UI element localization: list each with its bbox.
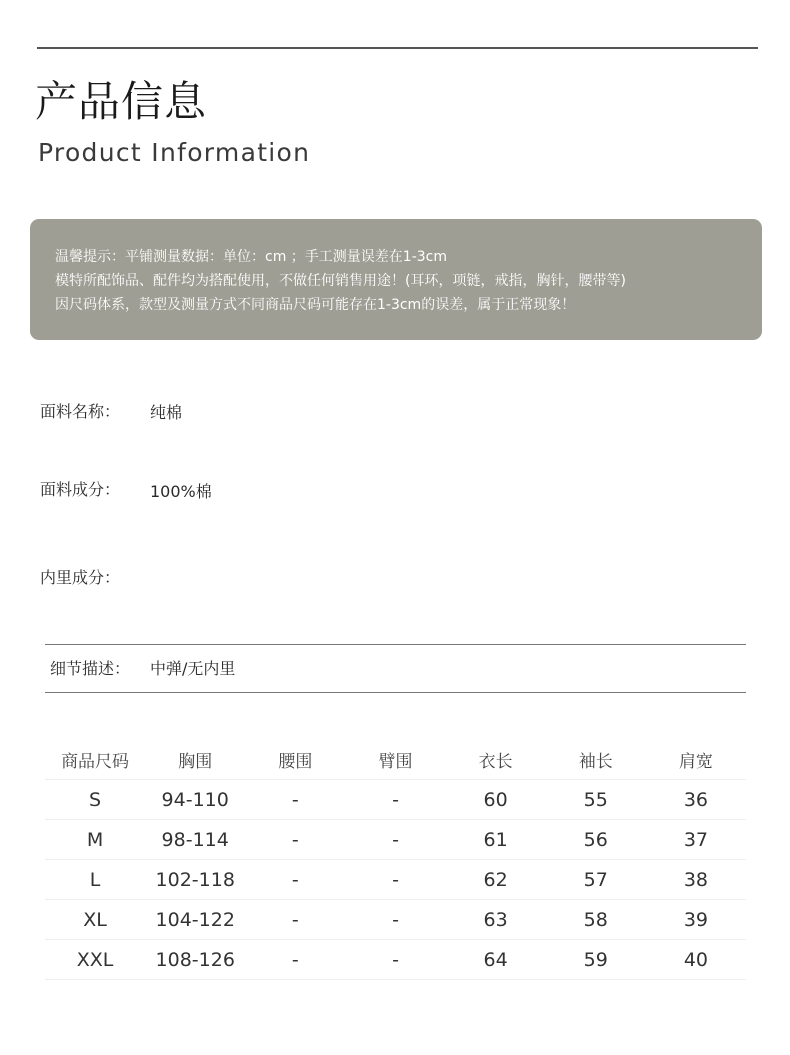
cell-sleeve: 58	[546, 900, 646, 940]
cell-size: XL	[45, 900, 145, 940]
cell-size: XXL	[45, 940, 145, 980]
cell-length: 61	[446, 820, 546, 860]
cell-arm: -	[345, 940, 445, 980]
detail-value: 中弹/无内里	[150, 659, 236, 678]
detail-top-divider	[45, 644, 746, 645]
cell-arm: -	[345, 820, 445, 860]
notice-line-3: 因尺码体系，款型及测量方式不同商品尺码可能存在1-3cm的误差，属于正常现象！	[55, 297, 576, 313]
cell-sleeve: 56	[546, 820, 646, 860]
header-length: 衣长	[446, 739, 546, 780]
table-row	[45, 940, 746, 980]
cell-chest: 94-110	[145, 780, 245, 820]
cell-sleeve: 59	[546, 940, 646, 980]
header-shoulder: 肩宽	[646, 739, 746, 780]
header-waist: 腰围	[245, 739, 345, 780]
cell-chest: 104-122	[145, 900, 245, 940]
fabric-composition-label: 面料成分：	[40, 480, 121, 499]
table-row	[45, 860, 746, 900]
notice-line-2: 模特所配饰品、配件均为搭配使用，不做任何销售用途！(耳环，项链，戒指，胸针，腰带等)	[55, 273, 626, 289]
table-row	[45, 820, 746, 860]
cell-arm: -	[345, 860, 445, 900]
cell-chest: 108-126	[145, 940, 245, 980]
page-title: 产品信息	[35, 77, 208, 126]
fabric-composition-value: 100%棉	[150, 482, 212, 501]
cell-shoulder: 38	[646, 860, 746, 900]
cell-length: 60	[446, 780, 546, 820]
cell-length: 64	[446, 940, 546, 980]
detail-bottom-divider	[45, 692, 746, 693]
cell-chest: 98-114	[145, 820, 245, 860]
table-row	[45, 900, 746, 940]
cell-waist: -	[245, 900, 345, 940]
top-divider	[37, 47, 758, 49]
cell-size: L	[45, 860, 145, 900]
cell-arm: -	[345, 900, 445, 940]
cell-shoulder: 40	[646, 940, 746, 980]
cell-sleeve: 57	[546, 860, 646, 900]
cell-waist: -	[245, 940, 345, 980]
header-arm: 臂围	[345, 739, 445, 780]
cell-arm: -	[345, 780, 445, 820]
header-sleeve: 袖长	[546, 739, 646, 780]
cell-length: 63	[446, 900, 546, 940]
notice-line-1: 温馨提示：平铺测量数据：单位：cm ；手工测量误差在1-3cm	[55, 249, 447, 265]
cell-shoulder: 36	[646, 780, 746, 820]
cell-waist: -	[245, 780, 345, 820]
detail-label: 细节描述：	[50, 659, 131, 678]
size-table	[45, 739, 746, 980]
fabric-name-label: 面料名称：	[40, 402, 121, 421]
cell-size: S	[45, 780, 145, 820]
cell-chest: 102-118	[145, 860, 245, 900]
cell-shoulder: 37	[646, 820, 746, 860]
table-row	[45, 780, 746, 820]
page-subtitle: Product Information	[38, 138, 311, 167]
cell-waist: -	[245, 820, 345, 860]
cell-sleeve: 55	[546, 780, 646, 820]
header-size: 商品尺码	[45, 739, 145, 780]
fabric-name-value: 纯棉	[150, 403, 183, 422]
cell-size: M	[45, 820, 145, 860]
cell-waist: -	[245, 860, 345, 900]
cell-length: 62	[446, 860, 546, 900]
header-chest: 胸围	[145, 739, 245, 780]
cell-shoulder: 39	[646, 900, 746, 940]
notice-box	[30, 219, 762, 340]
lining-composition-label: 内里成分：	[40, 568, 121, 587]
size-table-header-row	[45, 739, 746, 780]
